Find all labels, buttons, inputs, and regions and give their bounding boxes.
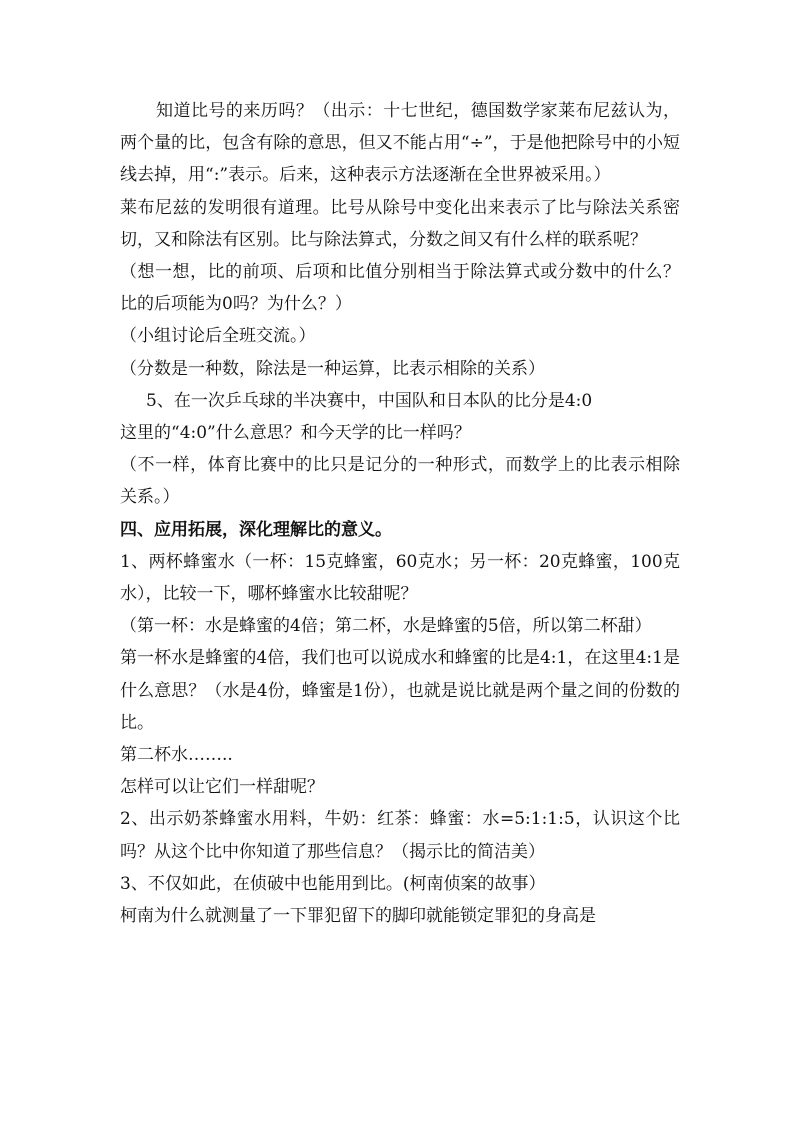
paragraph-group-discussion: （小组讨论后全班交流。）	[120, 326, 316, 347]
paragraph-fraction-division-ratio: （分数是一种数，除法是一种运算，比表示相除的关系）	[120, 358, 545, 379]
paragraph-conan-question: 柯南为什么就测量了一下罪犯留下的脚印就能锁定罪犯的身高是	[120, 906, 596, 927]
paragraph-ping-pong-score: 5、在一次乒乓球的半决赛中，中国队和日本队的比分是4:0	[146, 390, 593, 411]
paragraph-leibniz-invention: 莱布尼兹的发明很有道理。比号从除号中变化出来表示了比与除法关系密切，又和除法有区别。比与除法算式，分数之间又有什么样的联系呢？	[120, 197, 680, 250]
paragraph-score-meaning-question: 这里的“4:0”什么意思？和今天学的比一样吗？	[120, 423, 471, 444]
paragraph-think-question: （想一想，比的前项、后项和比值分别相当于除法算式或分数中的什么？比的后项能为0吗？为什么？）	[120, 262, 680, 315]
section-heading-application: 四、应用拓展，深化理解比的意义。	[120, 519, 392, 540]
paragraph-detective-ratio: 3、不仅如此，在侦破中也能用到比。(柯南侦案的故事）	[120, 873, 546, 894]
paragraph-second-cup: 第二杯水……..	[120, 745, 233, 766]
paragraph-ratio-explanation: 第一杯水是蜂蜜的4倍，我们也可以说成水和蜂蜜的比是4:1，在这里4:1是什么意思？（水是4份，蜂蜜是1份），也就是说比就是两个量之间的份数的比。	[120, 648, 680, 733]
document-body	[120, 95, 680, 932]
paragraph-equal-sweetness-question: 怎样可以让它们一样甜呢？	[120, 777, 324, 798]
paragraph-score-answer: （不一样，体育比赛中的比只是记分的一种形式，而数学上的比表示相除关系。）	[120, 455, 680, 508]
paragraph-honey-water-answer: （第一杯：水是蜂蜜的4倍；第二杯，水是蜂蜜的5倍，所以第二杯甜）	[120, 616, 652, 637]
paragraph-milk-tea-ratio: 2、出示奶茶蜂蜜水用料，牛奶：红茶：蜂蜜：水=5:1:1:5，认识这个比吗？从这个比中你知道了那些信息？（揭示比的简洁美）	[120, 809, 680, 862]
paragraph-ratio-sign-history: 知道比号的来历吗？（出示：十七世纪，德国数学家莱布尼兹认为，两个量的比，包含有除的意思，但又不能占用“÷”，于是他把除号中的小短线去掉，用“:”表示。后来，这种表示方法逐渐在全世界被采用。）	[120, 101, 680, 186]
paragraph-honey-water-question: 1、两杯蜂蜜水（一杯：15克蜂蜜，60克水；另一杯：20克蜂蜜，100克水），比较一下，哪杯蜂蜜水比较甜呢？	[120, 551, 680, 605]
